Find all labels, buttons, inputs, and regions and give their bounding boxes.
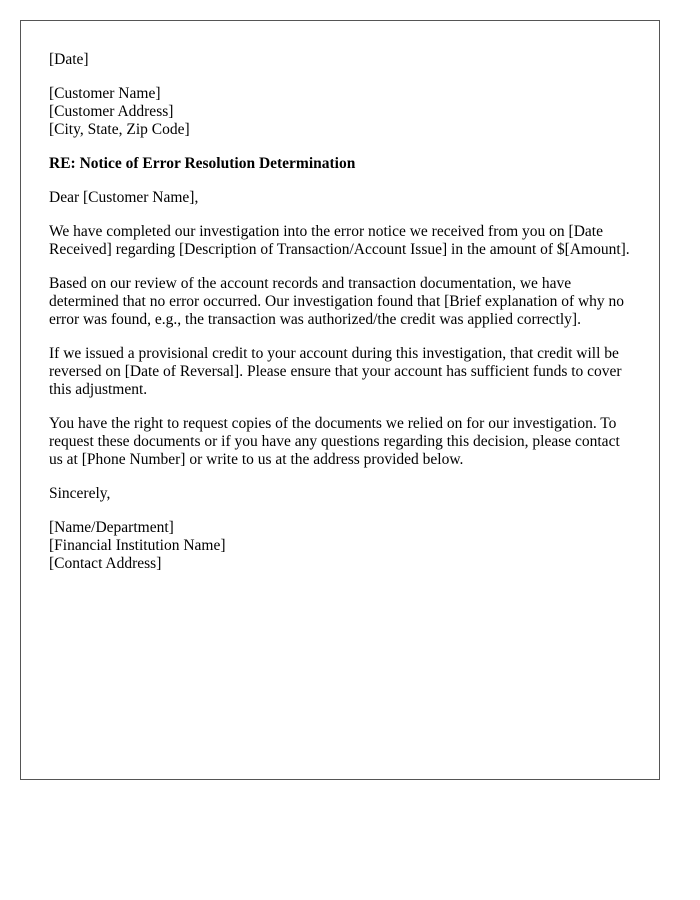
body-paragraph: We have completed our investigation into the error notice we received from you on [Date Received] regarding [Description of Transaction/Account Issue] in the amount of $[Amount]. — [49, 223, 630, 258]
letter-salutation: Dear [Customer Name], — [49, 189, 199, 206]
body-paragraph: You have the right to request copies of the documents we relied on for our investigation. To request these documents or if you have any questions regarding this decision, please contact us at [Phone Number] or write to us at the address provided below. — [49, 415, 620, 468]
signature-name-department: [Name/Department] — [49, 519, 174, 536]
signature-institution: [Financial Institution Name] — [49, 537, 226, 554]
letter-closing: Sincerely, — [49, 485, 111, 502]
signature-contact-address: [Contact Address] — [49, 555, 162, 572]
body-paragraph: If we issued a provisional credit to your account during this investigation, that credit will be reversed on [Date of Reversal]. Please ensure that your account has sufficient funds to cover this adjustment. — [49, 345, 622, 398]
signature-block — [49, 519, 631, 573]
recipient-address-block — [49, 85, 631, 139]
body-paragraph: Based on our review of the account records and transaction documentation, we have determined that no error occurred. Our investigation found that [Brief explanation of why no error was found, e.g., the transaction was authorized/the credit was applied correctly]. — [49, 275, 625, 328]
recipient-address: [Customer Address] — [49, 103, 174, 120]
recipient-city-state-zip: [City, State, Zip Code] — [49, 121, 190, 138]
letter-page — [20, 20, 660, 780]
recipient-name: [Customer Name] — [49, 85, 161, 102]
letter-date: [Date] — [49, 51, 89, 68]
letter-subject: RE: Notice of Error Resolution Determination — [49, 155, 356, 172]
